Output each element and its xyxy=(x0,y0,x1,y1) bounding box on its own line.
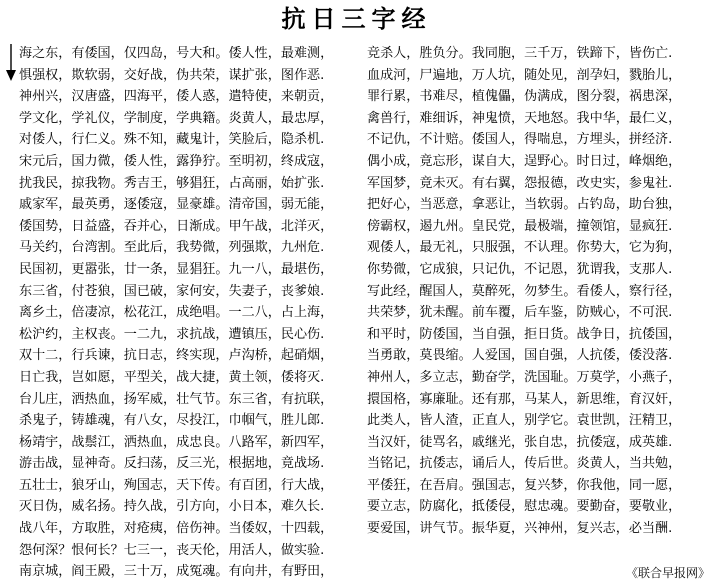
poem-line: 要爱国，讲气节。振华夏，兴神州，复兴志，必当酬. xyxy=(367,521,673,537)
poem-line: 神州兴，汉唐盛，四海平，倭人惑，遣特使，来朝贡， xyxy=(19,89,334,105)
poem-line: 擐国格，寡廉耻。还有那，马某人，新思维，育汉奸， xyxy=(367,391,682,407)
poem-line: 此类人，皆人渣，正直人，别学它。袁世凯，汪精卫， xyxy=(367,413,682,429)
poem-line: 军国梦，竟未灭。有右翼，怨报德，改史实，参鬼社. xyxy=(367,175,673,191)
poem-line: 观倭人，最无礼，只服强，不认理。你势大，它为狗， xyxy=(367,240,682,256)
poem-line: 神州人，多立志，勤奋学，洗国耻。万莫学，小燕子， xyxy=(367,369,682,385)
poem-line: 战八年，方取胜，对疮痍，倍伤神。当倭奴，十四载， xyxy=(19,521,334,537)
left-text-column xyxy=(19,43,364,583)
poem-line: 不记仇，不计赔。倭国人，得喘息，方埋头，拼经济. xyxy=(367,132,673,148)
poem-line: 当汉奸，徒骂名，戚继光，张自忠，抗倭寇，成英雄. xyxy=(367,434,673,450)
poem-line: 共荣梦，犹未醒。前车覆，后车鉴，防贼心，不可泯. xyxy=(367,305,673,321)
poem-line: 和平时，防倭国，当自强，拒日货。战争日，抗倭国， xyxy=(367,326,682,342)
page-title: 抗日三字经 xyxy=(281,4,432,33)
poem-line: 写此经，醒国人，莫醉死，勿梦生。看倭人，察行径， xyxy=(367,283,682,299)
poem-line: 偶小成，竟忘形，谋自大，逞野心。时日过，峰烟绝， xyxy=(367,153,682,169)
poem-line: 双十二，行兵谏，抗日志，终实现，卢沟桥，起硝烟， xyxy=(19,348,334,364)
poem-line: 血成河，尸遍地，万人坑，随处见，剖孕妇，戮胎儿， xyxy=(367,67,682,83)
poem-line: 日亡我，岂如愿，平型关，战大捷，黄土领，倭将灭. xyxy=(19,369,325,385)
poem-line: 海之东，有倭国，仅四岛，号大和。倭人性，最难测， xyxy=(19,46,334,61)
poem-line: 杨靖宇，战鬃江，洒热血，成忠良。八路军，新四军， xyxy=(19,434,334,450)
poem-line: 南京城，阎王殿，三十万，成冤魂。有向井，有野田， xyxy=(19,564,334,580)
poem-line: 杀鬼子，铸雄魂，有八女，尽投江，巾帼气，胜儿郎. xyxy=(19,413,325,429)
poem-line: 对倭人，行仁义。殊不知，藏鬼计，笑脸后，隐杀机. xyxy=(19,132,325,148)
poem-line: 当勇敢，莫畏缩。人爱国，国自强，人抗倭，倭没落. xyxy=(367,348,673,364)
down-arrow-icon xyxy=(5,44,17,82)
poem-line: 当铭记，抗倭志，诵后人，传后世。炎黄人，当共勉， xyxy=(367,456,682,472)
poem-line: 东三省，付苍狼，国已破，家何安，失妻子，丧爹娘. xyxy=(19,283,325,299)
poem-line: 灭日伪，威名扬。持久战，引方向，小日本，难久长. xyxy=(19,499,325,515)
right-text-column xyxy=(367,43,712,540)
poem-line: 民国初，更嚣张，廿一条，显猖狂。九一八，最堪伤， xyxy=(19,261,334,277)
poem-line: 禽兽行，难细诉，神鬼愤，天地怒。我中华，最仁义， xyxy=(367,110,682,126)
poem-line: 要立志，防腐化，抵倭侵，慰忠魂。要勤奋，要敬业， xyxy=(367,499,682,515)
poem-line: 怨何深？恨何长？七三一，丧天伦，用活人，做实验. xyxy=(19,542,325,558)
poem-line: 游击战，显神奇。反扫荡，反三光，根据地，竟战场. xyxy=(19,456,325,472)
poem-line: 竞杀人，胜负分。我同胞，三千万，铁蹄下，皆伤亡. xyxy=(367,46,673,61)
poem-line: 松沪约，主权丧。一二九，求抗战，遭镇压，民心伤. xyxy=(19,326,325,342)
poem-line: 学文化，学礼仪，学制度，学典籍。炎黄人，最忠厚， xyxy=(19,110,334,126)
poem-line: 扰我民，掠我物。秀吉王，够猖狂，占高丽，始扩张. xyxy=(19,175,325,191)
poem-line: 把好心，当恶意，拿恶让，当软弱。占钓岛，助台独， xyxy=(367,197,682,213)
poem-line: 罪行累，书难尽，植傀儡，伪满成，图分裂，祸患深， xyxy=(367,89,682,105)
poem-line: 马关约，台湾割。至此后，我势微，列强欺，九州危. xyxy=(19,240,325,256)
poem-line: 离乡土，倍凄凉，松花江，成绝唱。一二八，占上海， xyxy=(19,305,334,321)
poem-line: 你势微，它成狼，只记仇，不记恩，犹谓我，支那人. xyxy=(367,261,673,277)
poem-line: 戚家军，最英勇，逐倭寇，显豪雄。清帝国，弱无能， xyxy=(19,197,334,213)
poem-line: 台儿庄，洒热血，扬军威，壮气节。东三省，有抗联， xyxy=(19,391,334,407)
poem-line: 傍霸权，遏九州。皇民党，最极端，撞领馆，显疯狂. xyxy=(367,218,673,234)
poem-line: 惧强权，欺软弱，交好战，伪共荣，谋扩张，图作恶. xyxy=(19,67,325,83)
poem-line: 平倭狂，在吾肩。强国志，复兴梦，你我他，同一愿， xyxy=(367,477,682,493)
poem-line: 宋元后，国力微，倭人性，露狰狞。至明初，终成寇， xyxy=(19,153,334,169)
poem-line: 倭国势，日益盛，吞并心，日渐成。甲午战，北洋灭， xyxy=(19,218,334,234)
source-attribution: 《联合早报网》 xyxy=(625,566,710,580)
poem-line: 五壮士，狼牙山，殉国志，天下传。有百团，行大战， xyxy=(19,477,334,493)
